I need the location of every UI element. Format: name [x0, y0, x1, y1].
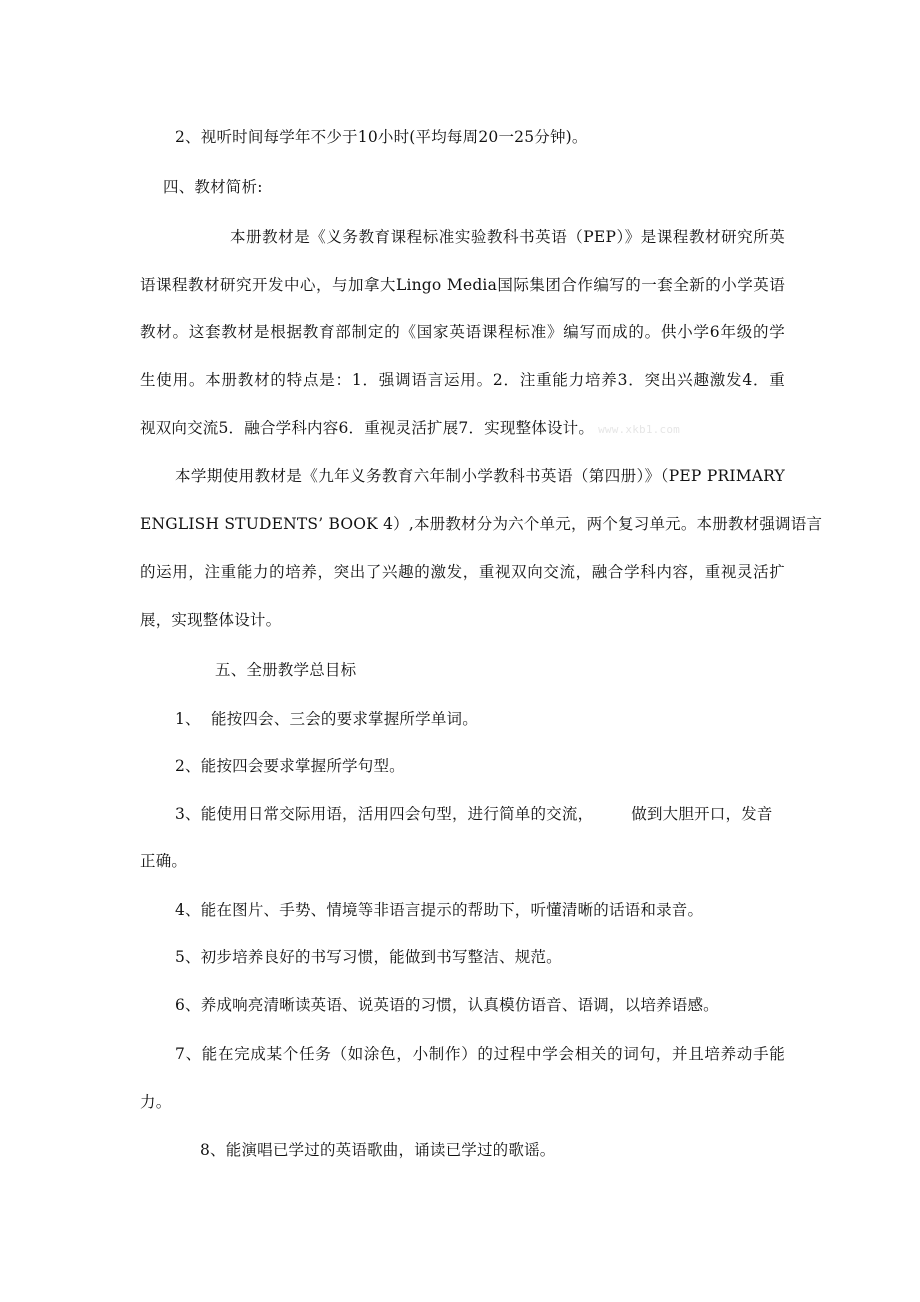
paragraph-line: 教材。这套教材是根据教育部制定的《国家英语课程标准》编写而成的。供小学6年级的学	[140, 323, 785, 341]
goal-item-3-part-b: 做到大胆开口，发音	[631, 805, 773, 823]
goal-item-6: 6、养成响亮清晰读英语、说英语的习惯，认真模仿语音、语调，以培养语感。	[175, 996, 719, 1014]
goal-item-3-part-a: 3、能使用日常交际用语，活用四会句型，进行简单的交流，	[175, 805, 594, 823]
goal-item-7-continued: 力。	[140, 1093, 172, 1111]
paragraph-line: 的运用，注重能力的培养，突出了兴趣的激发，重视双向交流，融合学科内容，重视灵活扩	[140, 563, 785, 581]
section-heading-textbook-analysis: 四、教材简析:	[163, 178, 263, 196]
section-heading-overall-goals: 五、全册教学总目标	[215, 661, 357, 679]
goal-item-2: 2、能按四会要求掌握所学句型。	[175, 757, 405, 775]
paragraph-line-av-time: 2、视听时间每学年不少于10小时(平均每周20一25分钟)。	[175, 128, 588, 146]
goal-item-1: 1、 能按四会、三会的要求掌握所学单词。	[175, 710, 478, 728]
goal-item-5: 5、初步培养良好的书写习惯，能做到书写整洁、规范。	[175, 948, 562, 966]
goal-item-4: 4、能在图片、手势、情境等非语言提示的帮助下，听懂清晰的话语和录音。	[175, 901, 704, 919]
goal-item-8: 8、能演唱已学过的英语歌曲，诵读已学过的歌谣。	[200, 1141, 556, 1159]
paragraph-line-text: 视双向交流5．融合学科内容6．重视灵活扩展7．实现整体设计。	[140, 419, 595, 437]
paragraph-line-last: 展，实现整体设计。	[140, 611, 282, 629]
paragraph-line-last	[140, 418, 740, 440]
watermark-text: www.xkb1.com	[598, 423, 680, 436]
paragraph-line: ENGLISH STUDENTS’ BOOK 4）,本册教材分为六个单元，两个复习单元。本册教材强调语言	[140, 515, 823, 533]
goal-item-3	[175, 804, 785, 824]
paragraph-line: 生使用。本册教材的特点是：1．强调语言运用。2．注重能力培养3．突出兴趣激发4．重	[140, 371, 785, 389]
goal-item-7: 7、能在完成某个任务（如涂色，小制作）的过程中学会相关的词句，并且培养动手能	[175, 1045, 785, 1063]
paragraph-line: 本册教材是《义务教育课程标准实验教科书英语（PEP）》是课程教材研究所英	[230, 228, 785, 246]
paragraph-line: 本学期使用教材是《九年义务教育六年制小学教科书英语（第四册）》（PEP PRIMARY	[175, 467, 785, 485]
goal-item-3-continued: 正确。	[140, 852, 188, 870]
paragraph-line: 语课程教材研究开发中心，与加拿大Lingo Media国际集团合作编写的一套全新的小学英语	[140, 276, 785, 294]
